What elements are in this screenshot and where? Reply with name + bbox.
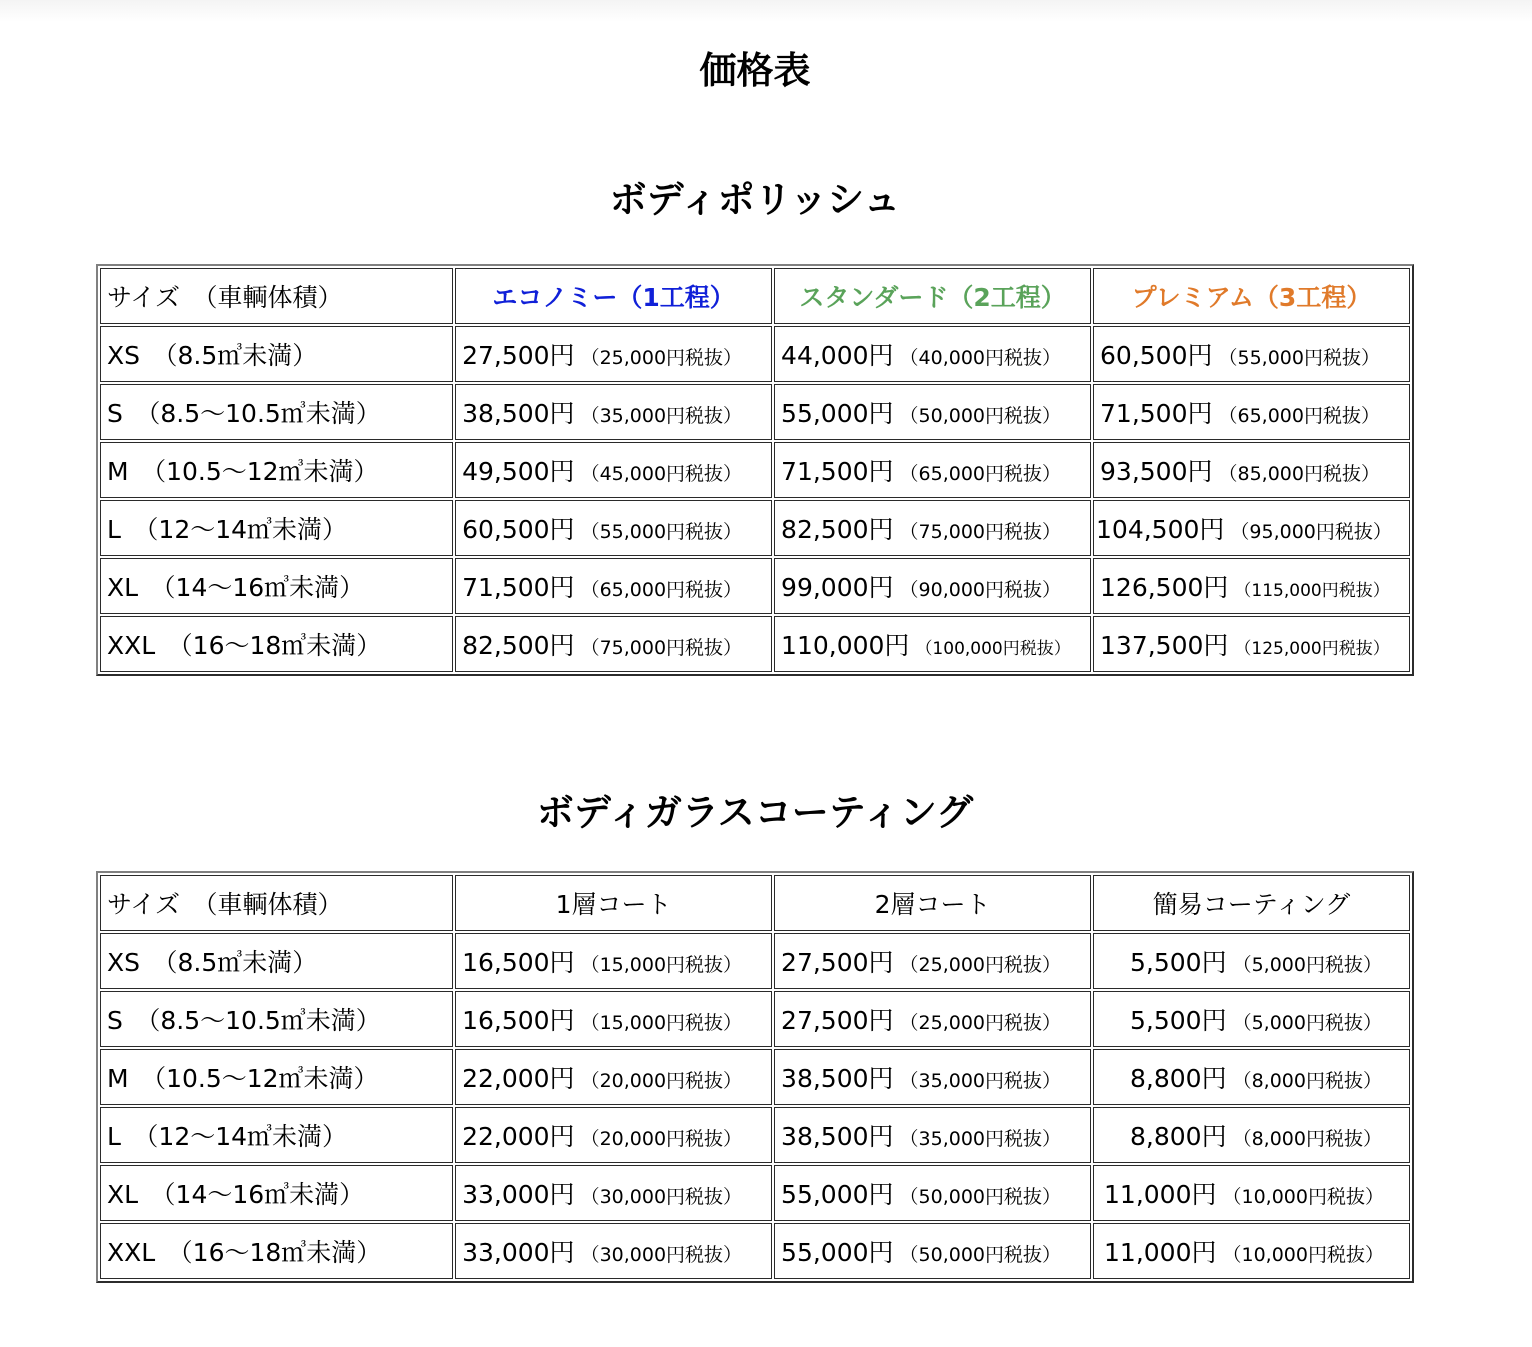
price-cell	[1093, 442, 1410, 498]
price-with-tax: 71,500円	[781, 457, 894, 486]
price-cell	[455, 1049, 772, 1105]
header-premium: プレミアム（3工程）	[1093, 268, 1410, 324]
table-row	[100, 1223, 1410, 1279]
price-cell	[455, 1165, 772, 1221]
price-cell	[1093, 500, 1410, 556]
size-cell: XXL （16〜18㎥未満）	[100, 1223, 453, 1279]
price-cell	[774, 1223, 1091, 1279]
table-header-row	[100, 875, 1410, 931]
price-cell	[1093, 991, 1410, 1047]
price-cell	[455, 1223, 772, 1279]
price-with-tax: 22,000円	[462, 1064, 575, 1093]
price-without-tax: （65,000円税抜）	[1218, 405, 1380, 427]
price-with-tax: 33,000円	[462, 1238, 575, 1267]
price-cell	[774, 616, 1091, 672]
size-cell: XS （8.5㎥未満）	[100, 326, 453, 382]
price-without-tax: （25,000円税抜）	[899, 1012, 1062, 1034]
price-with-tax: 71,500円	[462, 573, 575, 602]
price-cell	[455, 991, 772, 1047]
size-cell: M （10.5〜12㎥未満）	[100, 1049, 453, 1105]
price-without-tax: （40,000円税抜）	[899, 347, 1062, 369]
table-row	[100, 558, 1410, 614]
table-row	[100, 384, 1410, 440]
price-cell	[774, 326, 1091, 382]
header-layer2: 2層コート	[774, 875, 1091, 931]
price-with-tax: 8,800円	[1130, 1122, 1227, 1151]
price-without-tax: （115,000円税抜）	[1234, 581, 1390, 601]
price-without-tax: （35,000円税抜）	[899, 1128, 1062, 1150]
table-header-row	[100, 268, 1410, 324]
price-with-tax: 27,500円	[781, 948, 894, 977]
price-without-tax: （30,000円税抜）	[580, 1244, 743, 1266]
price-with-tax: 5,500円	[1130, 1006, 1227, 1035]
size-cell: L （12〜14㎥未満）	[100, 1107, 453, 1163]
price-with-tax: 11,000円	[1104, 1238, 1217, 1267]
price-with-tax: 126,500円	[1100, 573, 1229, 602]
price-with-tax: 55,000円	[781, 1180, 894, 1209]
price-cell	[774, 933, 1091, 989]
table-row	[100, 442, 1410, 498]
price-cell	[1093, 1049, 1410, 1105]
size-cell: XL （14〜16㎥未満）	[100, 1165, 453, 1221]
price-with-tax: 33,000円	[462, 1180, 575, 1209]
price-with-tax: 137,500円	[1100, 631, 1229, 660]
price-without-tax: （10,000円税抜）	[1222, 1244, 1384, 1266]
price-without-tax: （20,000円税抜）	[580, 1070, 743, 1092]
size-cell: S （8.5〜10.5㎥未満）	[100, 991, 453, 1047]
price-cell	[455, 326, 772, 382]
price-cell	[774, 991, 1091, 1047]
price-with-tax: 60,500円	[462, 515, 575, 544]
price-cell	[1093, 1107, 1410, 1163]
price-with-tax: 49,500円	[462, 457, 575, 486]
size-cell: XL （14〜16㎥未満）	[100, 558, 453, 614]
price-cell	[774, 500, 1091, 556]
price-with-tax: 44,000円	[781, 341, 894, 370]
price-without-tax: （15,000円税抜）	[580, 1012, 743, 1034]
price-without-tax: （55,000円税抜）	[1218, 347, 1380, 369]
price-without-tax: （5,000円税抜）	[1232, 1012, 1382, 1034]
price-with-tax: 110,000円	[781, 631, 910, 660]
price-cell	[455, 933, 772, 989]
price-with-tax: 60,500円	[1100, 341, 1213, 370]
price-with-tax: 82,500円	[462, 631, 575, 660]
price-without-tax: （25,000円税抜）	[580, 347, 743, 369]
price-with-tax: 16,500円	[462, 1006, 575, 1035]
price-with-tax: 55,000円	[781, 1238, 894, 1267]
top-edge-shadow	[0, 0, 1532, 22]
price-without-tax: （30,000円税抜）	[580, 1186, 743, 1208]
table-row	[100, 616, 1410, 672]
price-with-tax: 5,500円	[1130, 948, 1227, 977]
price-cell	[455, 442, 772, 498]
price-without-tax: （55,000円税抜）	[580, 521, 743, 543]
size-cell: XS （8.5㎥未満）	[100, 933, 453, 989]
price-cell	[1093, 1223, 1410, 1279]
price-with-tax: 27,500円	[462, 341, 575, 370]
price-without-tax: （15,000円税抜）	[580, 954, 743, 976]
price-without-tax: （75,000円税抜）	[899, 521, 1062, 543]
price-with-tax: 8,800円	[1130, 1064, 1227, 1093]
price-with-tax: 93,500円	[1100, 457, 1213, 486]
price-with-tax: 55,000円	[781, 399, 894, 428]
price-cell	[1093, 1165, 1410, 1221]
header-size: サイズ （車輌体積）	[100, 875, 453, 931]
price-with-tax: 22,000円	[462, 1122, 575, 1151]
price-cell	[455, 616, 772, 672]
price-without-tax: （5,000円税抜）	[1232, 954, 1382, 976]
price-with-tax: 38,500円	[781, 1122, 894, 1151]
price-with-tax: 104,500円	[1096, 515, 1225, 544]
table-row	[100, 1049, 1410, 1105]
page-title: 価格表	[699, 49, 811, 92]
table-row	[100, 1107, 1410, 1163]
price-without-tax: （65,000円税抜）	[580, 579, 743, 601]
price-without-tax: （95,000円税抜）	[1230, 521, 1392, 543]
price-without-tax: （45,000円税抜）	[580, 463, 743, 485]
price-cell	[774, 1049, 1091, 1105]
size-cell: S （8.5〜10.5㎥未満）	[100, 384, 453, 440]
price-with-tax: 16,500円	[462, 948, 575, 977]
section-title-body-polish: ボディポリッシュ	[609, 178, 901, 221]
price-with-tax: 38,500円	[462, 399, 575, 428]
table-row	[100, 500, 1410, 556]
price-with-tax: 71,500円	[1100, 399, 1213, 428]
price-cell	[1093, 933, 1410, 989]
price-cell	[774, 442, 1091, 498]
header-size: サイズ （車輌体積）	[100, 268, 453, 324]
price-without-tax: （20,000円税抜）	[580, 1128, 743, 1150]
price-without-tax: （125,000円税抜）	[1234, 639, 1390, 659]
coating-price-table	[96, 871, 1414, 1283]
price-cell	[774, 1165, 1091, 1221]
price-with-tax: 99,000円	[781, 573, 894, 602]
price-cell	[1093, 616, 1410, 672]
price-without-tax: （35,000円税抜）	[580, 405, 743, 427]
table-row	[100, 326, 1410, 382]
price-cell	[1093, 558, 1410, 614]
price-without-tax: （100,000円税抜）	[915, 639, 1071, 659]
size-cell: M （10.5〜12㎥未満）	[100, 442, 453, 498]
section-title-glass-coating: ボディガラスコーティング	[536, 791, 974, 834]
price-cell	[774, 1107, 1091, 1163]
size-cell: XXL （16〜18㎥未満）	[100, 616, 453, 672]
price-with-tax: 11,000円	[1104, 1180, 1217, 1209]
price-cell	[455, 558, 772, 614]
price-without-tax: （75,000円税抜）	[580, 637, 743, 659]
price-cell	[1093, 326, 1410, 382]
price-without-tax: （35,000円税抜）	[899, 1070, 1062, 1092]
size-cell: L （12〜14㎥未満）	[100, 500, 453, 556]
price-cell	[774, 384, 1091, 440]
price-without-tax: （50,000円税抜）	[899, 405, 1062, 427]
price-cell	[455, 500, 772, 556]
price-cell	[774, 558, 1091, 614]
price-without-tax: （50,000円税抜）	[899, 1244, 1062, 1266]
price-with-tax: 38,500円	[781, 1064, 894, 1093]
table-row	[100, 991, 1410, 1047]
price-without-tax: （90,000円税抜）	[899, 579, 1062, 601]
price-cell	[455, 384, 772, 440]
header-simple-coating: 簡易コーティング	[1093, 875, 1410, 931]
polish-price-table	[96, 264, 1414, 676]
price-cell	[1093, 384, 1410, 440]
price-without-tax: （8,000円税抜）	[1232, 1070, 1382, 1092]
header-standard: スタンダード（2工程）	[774, 268, 1091, 324]
header-economy: エコノミー（1工程）	[455, 268, 772, 324]
header-layer1: 1層コート	[455, 875, 772, 931]
table-row	[100, 933, 1410, 989]
price-without-tax: （8,000円税抜）	[1232, 1128, 1382, 1150]
price-without-tax: （50,000円税抜）	[899, 1186, 1062, 1208]
price-without-tax: （65,000円税抜）	[899, 463, 1062, 485]
price-with-tax: 82,500円	[781, 515, 894, 544]
price-with-tax: 27,500円	[781, 1006, 894, 1035]
price-without-tax: （10,000円税抜）	[1222, 1186, 1384, 1208]
price-cell	[455, 1107, 772, 1163]
table-row	[100, 1165, 1410, 1221]
price-without-tax: （25,000円税抜）	[899, 954, 1062, 976]
price-without-tax: （85,000円税抜）	[1218, 463, 1380, 485]
